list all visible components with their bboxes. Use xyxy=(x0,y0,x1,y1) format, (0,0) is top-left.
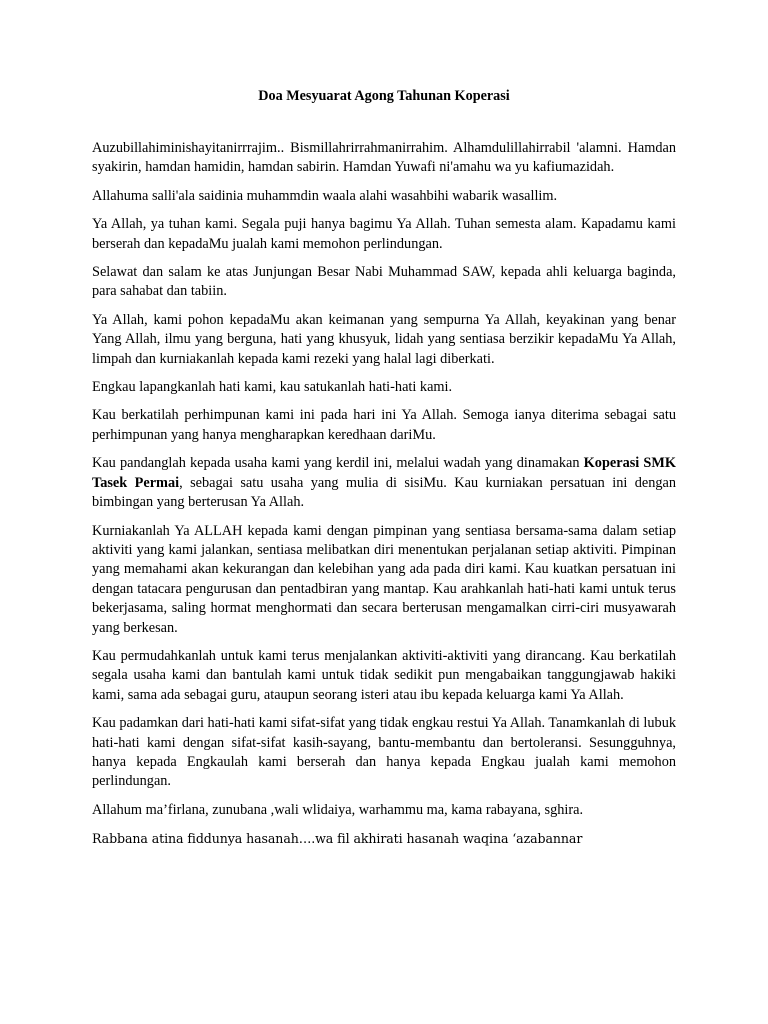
paragraph-koperasi-text-before: Kau pandanglah kepada usaha kami yang kerdil ini, melalui wadah yang dinamakan xyxy=(92,455,584,472)
paragraph-allahum-magfirlana: Allahum ma’firlana, zunubana ,wali wlidaiya, warhammu ma, kama rabayana, sghira. xyxy=(92,801,584,818)
paragraph-lapangkan-hati: Engkau lapangkanlah hati kami, kau satukanlah hati-hati kami. xyxy=(92,379,453,396)
paragraph-koperasi-text-after: , sebagai satu usaha yang mulia di sisiMu. Kau kurniakan persatuan ini dengan bimbingan yang berterusan Ya Allah. xyxy=(92,474,676,511)
paragraph-selawat-prayer: Allahuma salli'ala saidinia muhammdin waala alahi wasahbihi wabarik wasallim. xyxy=(92,187,558,204)
paragraph-rabbana: Rabbana atina fiddunya hasanah….wa fil akhirati hasanah waqina ‘azabannar xyxy=(92,831,583,847)
paragraph-salam-nabi: Selawat dan salam ke atas Junjungan Besar Nabi Muhammad SAW, kepada ahli keluarga baginda, para sahabat dan tabiin. xyxy=(92,264,676,300)
paragraph-berkati-perhimpunan: Kau berkatilah perhimpunan kami ini pada hari ini Ya Allah. Semoga ianya diterima sebagai satu perhimpunan yang hanya mengharapkan keredhaan dariMu. xyxy=(92,407,676,443)
paragraph-praise: Ya Allah, ya tuhan kami. Segala puji hanya bagimu Ya Allah. Tuhan semesta alam. Kapadamu kami berserah dan kepadaMu jualah kami memohon perlindungan. xyxy=(92,216,676,252)
paragraph-koperasi xyxy=(92,454,676,512)
document-body xyxy=(92,139,676,858)
document-title: Doa Mesyuarat Agong Tahunan Koperasi xyxy=(258,88,510,104)
paragraph-opening: Auzubillahiminishayitanirrrajim.. Bismillahrirrahmanirrahim. Alhamdulillahirrabil 'alamni. Hamdan syakirin, hamdan hamidin, hamdan sabirin. Hamdan Yuwafi ni'amahu wa yu kafiumazidah. xyxy=(92,140,676,176)
paragraph-sifat: Kau padamkan dari hati-hati kami sifat-sifat yang tidak engkau restui Ya Allah. Tanamkanlah di lubuk hati-hati kami dengan sifat-sifat kasih-sayang, bantu-membantu dan bertoleransi. Sesungguhnya, hanya kepada Engkaulah kami berserah dan hanya kepada Engkau jualah kami memohon perlindungan. xyxy=(92,715,676,790)
paragraph-aktiviti: Kau permudahkanlah untuk kami terus menjalankan aktiviti-aktiviti yang dirancang. Kau berkatilah segala usaha kami dan bantulah kami untuk tidak sedikit pun mengabaikan tanggungjawab hakiki kami, sama ada sebagai guru, ataupun seorang isteri atau ibu kepada keluarga kami Ya Allah. xyxy=(92,647,676,703)
koperasi-name: Koperasi SMK Tasek Permai xyxy=(92,455,676,491)
paragraph-pimpinan: Kurniakanlah Ya ALLAH kepada kami dengan pimpinan yang sentiasa bersama-sama dalam setiap aktiviti yang kami jalankan, sentiasa melibatkan diri menentukan perjalanan setiap aktiviti. Pimpinan yang memahami akan kekurangan dan kelebihan yang ada pada diri kami. Kau kuatkan persatuan ini dengan tatacara pengurusan dan pentadbiran yang mantap. Kau arahkanlah hati-hati kami untuk terus bekerjasama, saling hormat menghormati dan secara berterusan mengamalkan cirri-ciri musyawarah yang berkesan. xyxy=(92,522,676,636)
paragraph-iman-request: Ya Allah, kami pohon kepadaMu akan keimanan yang sempurna Ya Allah, keyakinan yang benar Yang Allah, ilmu yang berguna, hati yang khusyuk, lidah yang sentiasa berzikir kepadaMu Ya Allah, limpah dan kurniakanlah kepada kami rezeki yang halal lagi diberkati. xyxy=(92,311,676,367)
